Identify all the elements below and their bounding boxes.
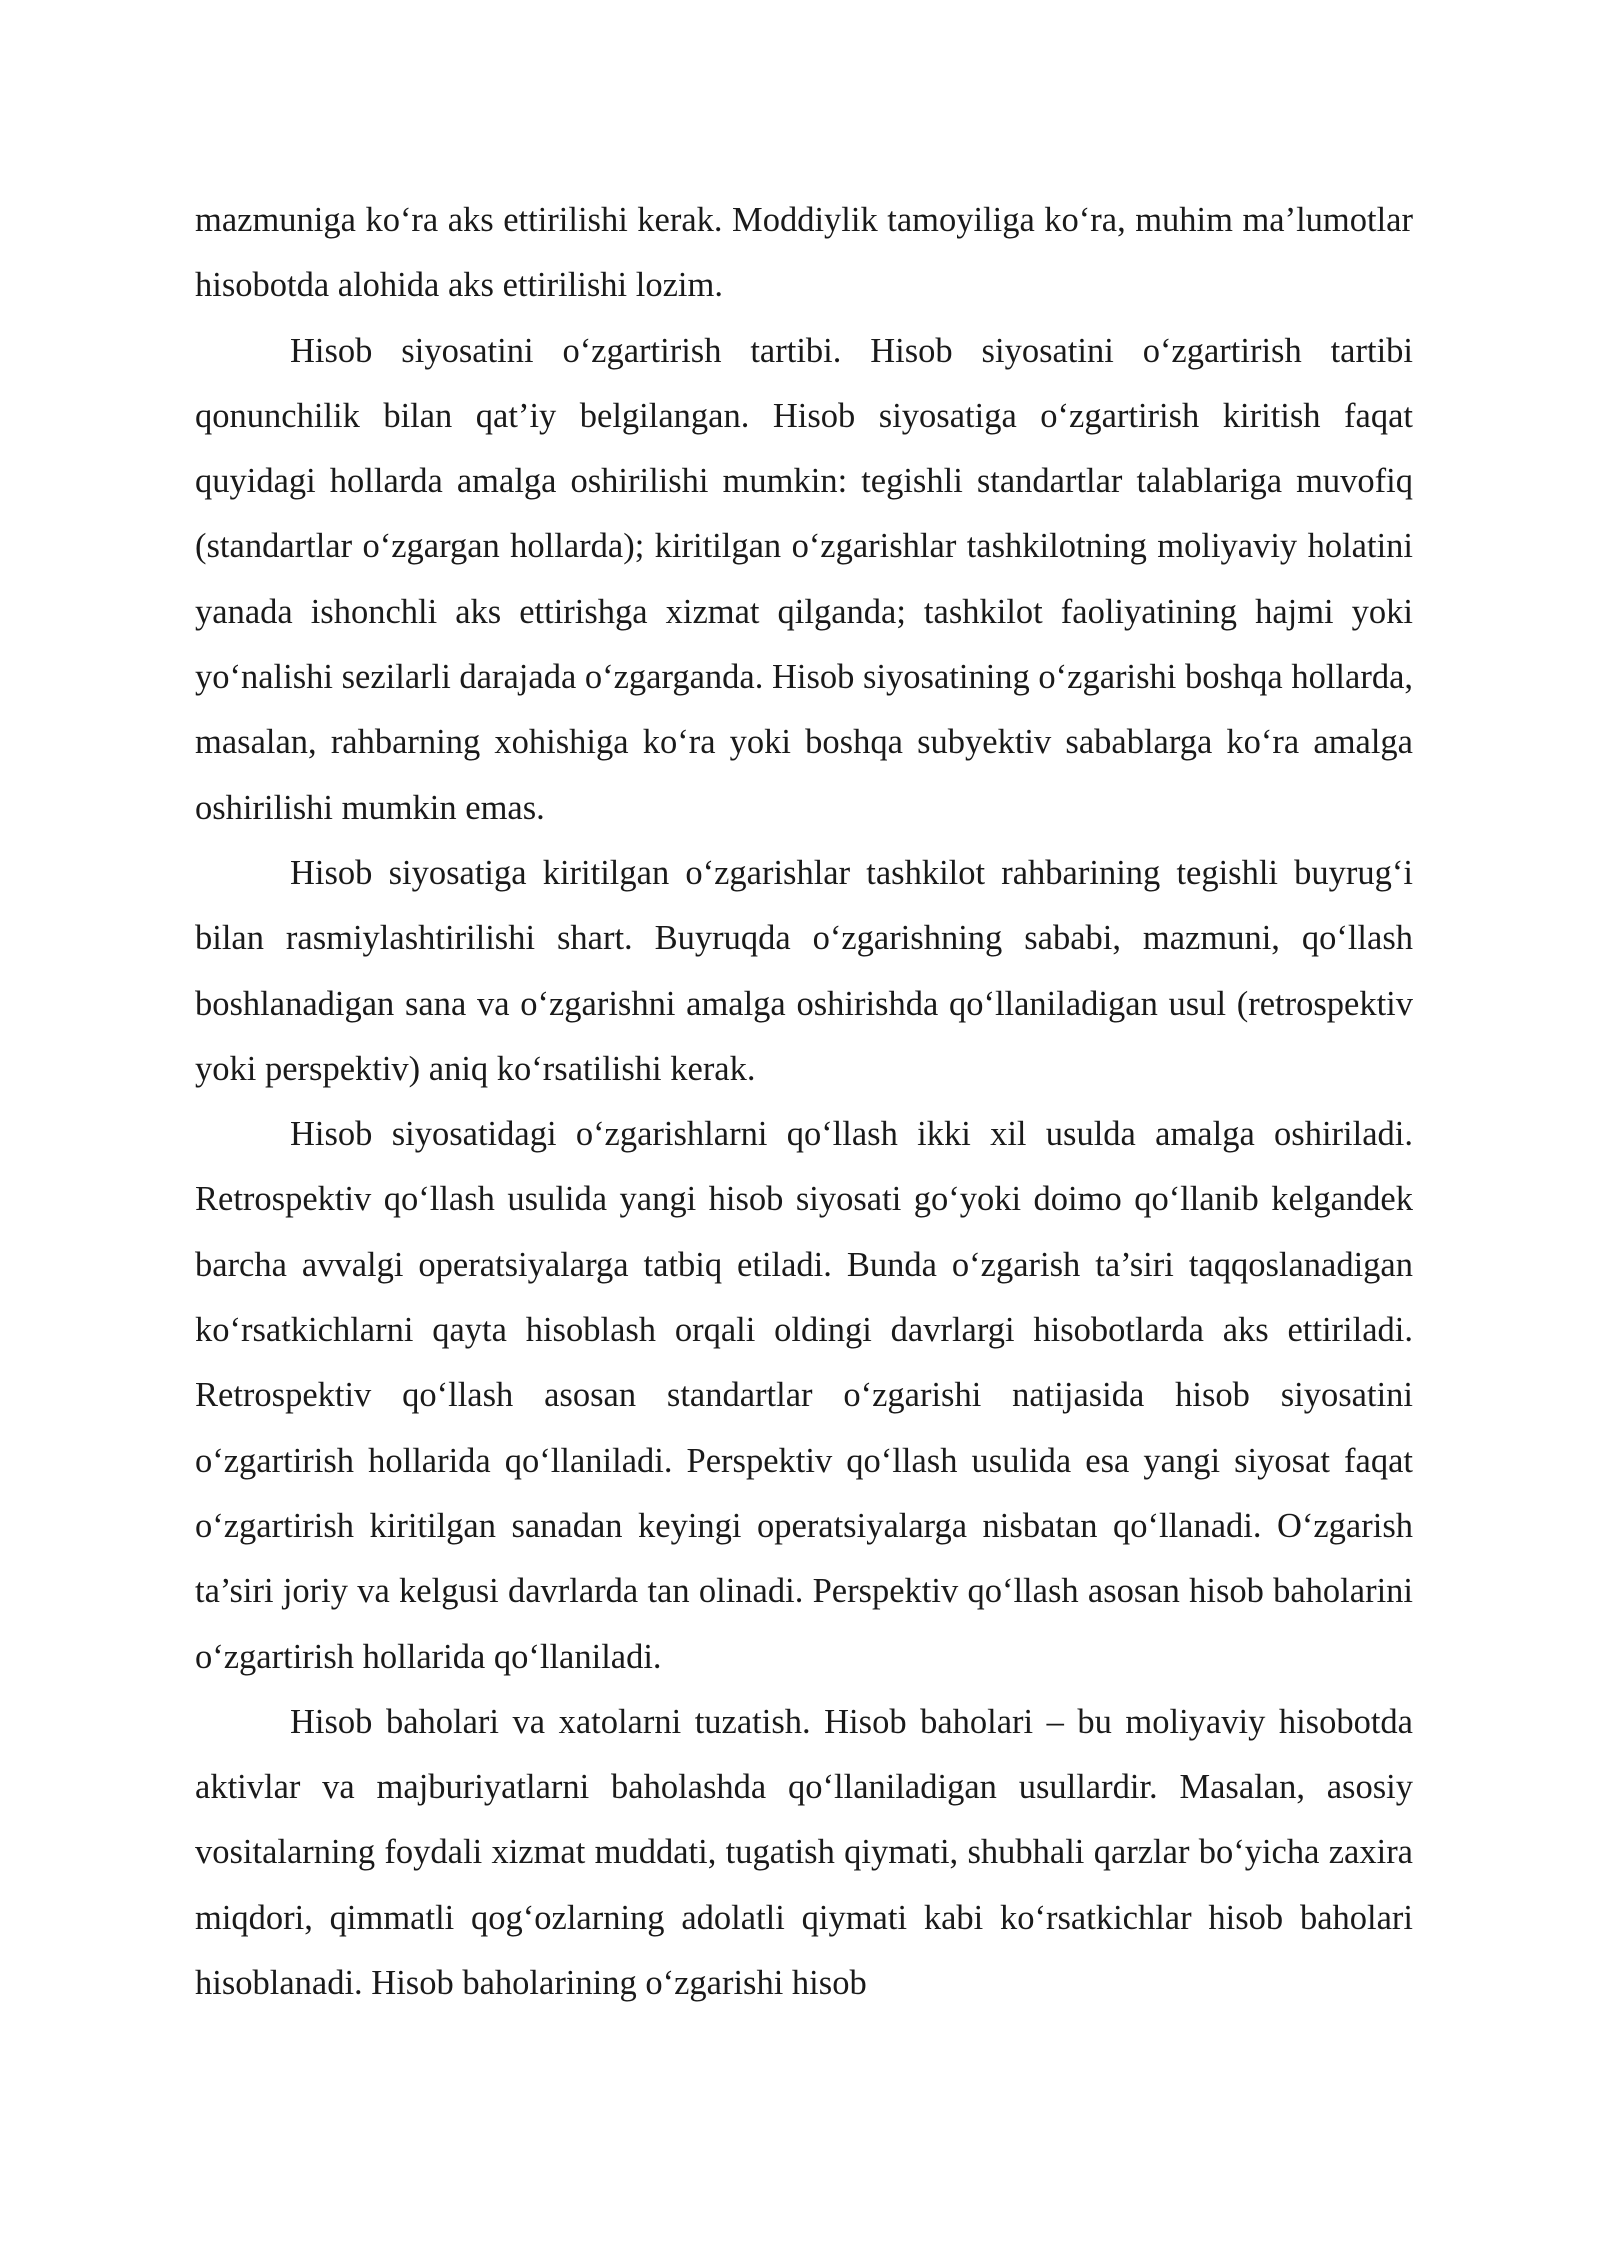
paragraph-2: Hisob siyosatini o‘zgartirish tartibi. Hisob siyosatini o‘zgartirish tartibi qonunchilik bilan qat’iy belgilangan. Hisob siyosatiga o‘zgartirish kiritish faqat quyidagi hollarda amalga oshirilishi mumkin: tegishli standartlar talablariga muvofiq (standartlar o‘zgargan hollarda); kiritilgan o‘zgarishlar tashkilotning moliyaviy holatini yanada ishonchli aks ettirishga xizmat qilganda; tashkilot faoliyatining hajmi yoki yo‘nalishi sezilarli darajada o‘zgarganda. Hisob siyosatining o‘zgarishi boshqa hollarda, masalan, rahbarning xohishiga ko‘ra yoki boshqa subyektiv sabablarga ko‘ra amalga oshirilishi mumkin emas. [195, 331, 1414, 827]
paragraph-3: Hisob siyosatiga kiritilgan o‘zgarishlar tashkilot rahbarining tegishli buyrug‘i bilan rasmiylashtirilishi shart. Buyruqda o‘zgarishning sababi, mazmuni, qo‘llash boshlanadigan sana va o‘zgarishni amalga oshirishda qo‘llaniladigan usul (retrospektiv yoki perspektiv) aniq ko‘rsatilishi kerak. [195, 853, 1413, 1088]
paragraph-5: Hisob baholari va xatolarni tuzatish. Hisob baholari – bu moliyaviy hisobotda aktivlar va majburiyatlarni baholashda qo‘llaniladigan usullardir. Masalan, asosiy vositalarning foydali xizmat muddati, tugatish qiymati, shubhali qarzlar bo‘yicha zaxira miqdori, qimmatli qog‘ozlarning adolatli qiymati kabi ko‘rsatkichlar hisob baholari hisoblanadi. Hisob baholarining o‘zgarishi hisob [195, 1702, 1413, 2003]
paragraph-4: Hisob siyosatidagi o‘zgarishlarni qo‘llash ikki xil usulda amalga oshiriladi. Retrospektiv qo‘llash usulida yangi hisob siyosati go‘yoki doimo qo‘llanib kelgandek barcha avvalgi operatsiyalarga tatbiq etiladi. Bunda o‘zgarish ta’siri taqqoslanadigan ko‘rsatkichlarni qayta hisoblash orqali oldingi davrlargi hisobotlarda aks ettiriladi. Retrospektiv qo‘llash asosan standartlar o‘zgarishi natijasida hisob siyosatini o‘zgartirish hollarida qo‘llaniladi. Perspektiv qo‘llash usulida esa yangi siyosat faqat o‘zgartirish kiritilgan sanadan keyingi operatsiyalarga nisbatan qo‘llanadi. O‘zgarish ta’siri joriy va kelgusi davrlarda tan olinadi. Perspektiv qo‘llash asosan hisob baholarini o‘zgartirish hollarida qo‘llaniladi. [195, 1115, 1413, 1676]
paragraph-1: mazmuniga ko‘ra aks ettirilishi kerak. Moddiylik tamoyiliga ko‘ra, muhim ma’lumotlar hisobotda alohida aks ettirilishi lozim. [195, 201, 1413, 305]
document-page [195, 188, 1413, 2016]
